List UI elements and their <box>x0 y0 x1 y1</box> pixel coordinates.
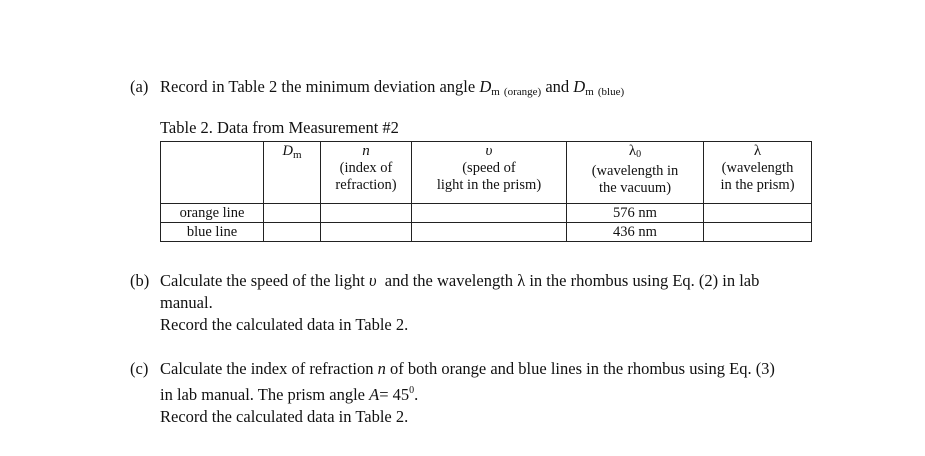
part-c-letter: (c) <box>130 359 149 378</box>
part-a-letter: (a) <box>130 77 149 96</box>
cell-blue-v[interactable] <box>412 223 567 242</box>
orange-subscript: (orange) <box>503 86 542 98</box>
header-empty-cell <box>161 142 264 204</box>
and-word: and <box>545 77 570 96</box>
header-dm <box>264 142 321 204</box>
dm-symbol-blue: D <box>573 77 586 96</box>
header-lambda-symbol: λ <box>753 143 762 159</box>
cell-orange-n[interactable] <box>321 204 412 223</box>
header-lambda0-symbol: λ <box>628 143 637 159</box>
part-c-instruction <box>130 358 900 428</box>
header-lambda0-line1: (wavelength in <box>591 163 679 179</box>
dm-sub-m-blue: m <box>585 86 594 98</box>
part-c-line3: Record the calculated data in Table 2. <box>160 407 409 426</box>
part-a-text: Record in Table 2 the minimum deviation angle <box>160 77 476 96</box>
dm-symbol-orange: D <box>479 77 492 96</box>
part-c-n-symbol: n <box>377 359 386 378</box>
data-table <box>160 141 812 242</box>
header-lambda <box>704 142 812 204</box>
header-lambda-line2: in the prism) <box>720 177 795 193</box>
header-lambda0 <box>567 142 704 204</box>
table-caption: Table 2. Data from Measurement #2 <box>160 118 399 137</box>
table-header-row <box>161 142 812 204</box>
part-b-line2: manual. <box>160 293 213 312</box>
header-dm-symbol: D <box>282 143 293 159</box>
header-dm-sub: m <box>292 149 302 161</box>
part-c-line2 <box>130 380 900 406</box>
cell-blue-lambda0: 436 nm <box>567 223 704 242</box>
header-v <box>412 142 567 204</box>
table-row-blue <box>161 223 812 242</box>
part-b-letter: (b) <box>130 271 150 290</box>
table-row-orange <box>161 204 812 223</box>
part-b-line1 <box>130 270 890 292</box>
part-c-line1 <box>130 358 900 380</box>
part-c-a-symbol: A <box>369 385 380 404</box>
header-lambda0-symbol-wrap <box>570 143 700 163</box>
part-b-text3: in the rhombus using Eq. (2) in lab <box>529 271 760 290</box>
part-b-text1: Calculate the speed of the light <box>160 271 365 290</box>
cell-blue-lambda[interactable] <box>704 223 812 242</box>
part-b-text2: and the wavelength <box>384 271 514 290</box>
cell-orange-lambda[interactable] <box>704 204 812 223</box>
cell-orange-dm[interactable] <box>264 204 321 223</box>
dm-sub-m-orange: m <box>491 86 500 98</box>
part-c-line2a: in lab manual. The prism angle <box>160 385 365 404</box>
cell-blue-n[interactable] <box>321 223 412 242</box>
header-n-line2: refraction) <box>335 177 397 193</box>
header-n-symbol: n <box>362 143 370 159</box>
row-label-blue: blue line <box>161 223 264 242</box>
part-b-instruction <box>130 270 890 336</box>
part-c-line2c: . <box>414 385 419 404</box>
header-n <box>321 142 412 204</box>
part-b-line3: Record the calculated data in Table 2. <box>160 315 409 334</box>
header-v-symbol: υ <box>485 143 493 159</box>
part-c-line2b: = 45 <box>379 385 410 404</box>
blue-subscript: (blue) <box>597 86 625 98</box>
part-a-instruction <box>130 76 624 103</box>
header-lambda-line1: (wavelength <box>721 160 794 176</box>
part-c-text2: of both orange and blue lines in the rhombus using Eq. (3) <box>390 359 775 378</box>
part-c-degree: 0 <box>409 385 415 396</box>
cell-blue-dm[interactable] <box>264 223 321 242</box>
header-v-line1: (speed of <box>462 160 516 176</box>
header-lambda0-sub: 0 <box>636 149 642 160</box>
part-b-lambda-symbol: λ <box>517 271 526 290</box>
part-c-text1: Calculate the index of refraction <box>160 359 374 378</box>
cell-orange-v[interactable] <box>412 204 567 223</box>
header-lambda0-line2: the vacuum) <box>598 180 672 196</box>
row-label-orange: orange line <box>161 204 264 223</box>
cell-orange-lambda0: 576 nm <box>567 204 704 223</box>
header-v-line2: light in the prism) <box>436 177 542 193</box>
part-b-v-symbol: υ <box>368 271 377 290</box>
header-n-line1: (index of <box>339 160 393 176</box>
